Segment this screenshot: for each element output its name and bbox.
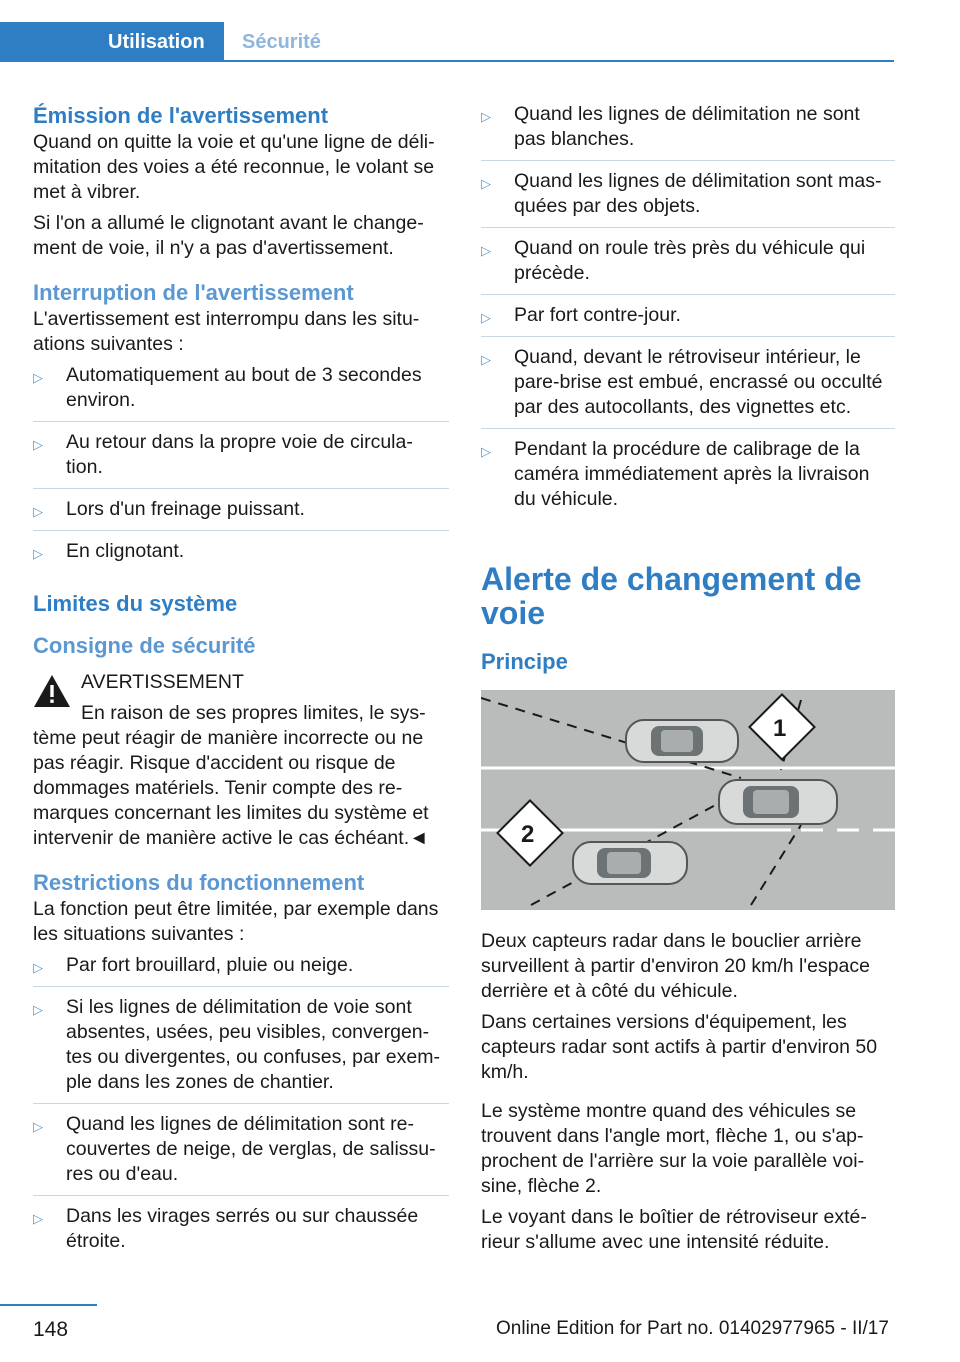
warning-title: AVERTISSEMENT bbox=[81, 671, 244, 693]
triangle-bullet-icon: ▷ bbox=[481, 243, 491, 258]
triangle-bullet-icon: ▷ bbox=[481, 310, 491, 325]
limitation-list bbox=[481, 102, 895, 520]
heading-alerte: Alerte de changement de voie bbox=[481, 561, 862, 631]
heading-limites: Limites du système bbox=[33, 591, 238, 616]
page-number-rule bbox=[0, 1304, 97, 1306]
triangle-bullet-icon: ▷ bbox=[481, 352, 491, 367]
paragraph-principe-4: Le voyant dans le boîtier de rétroviseur exté-rieur s'allume avec une intensité réduite. bbox=[481, 1206, 867, 1253]
heading-restrictions: Restrictions du fonctionnement bbox=[33, 870, 365, 895]
right-column bbox=[481, 102, 895, 1255]
list-item: ▷ Quand les lignes de délimitation sont mas-quées par des objets. bbox=[481, 169, 895, 228]
edition-footer: Online Edition for Part no. 01402977965 - II/17 bbox=[496, 1318, 889, 1339]
warning-text-first-line: En raison de ses propres limites, le sys- bbox=[81, 702, 426, 724]
svg-text:1: 1 bbox=[773, 715, 787, 742]
car-icon bbox=[719, 780, 837, 824]
section-tabbar bbox=[0, 22, 894, 62]
list-item: ▷ Par fort brouillard, pluie ou neige. bbox=[33, 953, 449, 987]
triangle-bullet-icon: ▷ bbox=[33, 546, 43, 561]
list-item: ▷ Lors d'un freinage puissant. bbox=[33, 497, 449, 531]
triangle-bullet-icon: ▷ bbox=[33, 1002, 43, 1017]
list-item: ▷ Quand les lignes de délimitation ne sont pas blanches. bbox=[481, 102, 895, 161]
interruption-list bbox=[33, 363, 449, 572]
page-number: 148 bbox=[33, 1318, 69, 1341]
triangle-bullet-icon: ▷ bbox=[33, 504, 43, 519]
paragraph-emission-2: Si l'on a allumé le clignotant avant le change-ment de voie, il n'y a pas d'avertissement. bbox=[33, 212, 424, 259]
triangle-bullet-icon: ▷ bbox=[33, 960, 43, 975]
triangle-bullet-icon: ▷ bbox=[33, 1119, 43, 1134]
list-item: ▷ Quand on roule très près du véhicule qui précède. bbox=[481, 236, 895, 295]
paragraph-principe-1: Deux capteurs radar dans le bouclier arrière surveillent à partir d'environ 20 km/h l'espace derrière et à côté du véhicule. bbox=[481, 930, 870, 1002]
restriction-list bbox=[33, 953, 449, 1262]
svg-text:2: 2 bbox=[521, 821, 535, 848]
paragraph-interruption: L'avertissement est interrompu dans les situ-ations suivantes : bbox=[33, 308, 420, 355]
tab-utilisation[interactable]: Utilisation bbox=[0, 22, 224, 62]
warning-text: tème peut réagir de manière incorrecte ou ne pas réagir. Risque d'accident ou risque de dommages matériels. Tenir compte des re-marques concernant les limites du système et intervenir de manière active le cas échéant.◄ bbox=[33, 727, 429, 849]
heading-principe: Principe bbox=[481, 649, 568, 674]
car-icon bbox=[626, 720, 738, 762]
paragraph-principe-2: Dans certaines versions d'équipement, les capteurs radar sont actifs à partir d'environ 50 km/h. bbox=[481, 1011, 878, 1083]
list-item: ▷ Pendant la procédure de calibrage de la caméra immédiatement après la livraison du véhicule. bbox=[481, 438, 870, 510]
triangle-bullet-icon: ▷ bbox=[481, 176, 491, 191]
triangle-bullet-icon: ▷ bbox=[481, 444, 491, 459]
triangle-bullet-icon: ▷ bbox=[33, 1211, 43, 1226]
triangle-bullet-icon: ▷ bbox=[481, 109, 491, 124]
paragraph-restrictions: La fonction peut être limitée, par exemple dans les situations suivantes : bbox=[33, 898, 439, 945]
car-icon bbox=[573, 842, 687, 884]
warning-block bbox=[33, 670, 449, 851]
list-item: ▷ Au retour dans la propre voie de circula-tion. bbox=[33, 430, 449, 489]
list-item: ▷ Quand, devant le rétroviseur intérieur, le pare-brise est embué, encrassé ou occulté par des autocollants, des vignettes etc. bbox=[481, 345, 895, 429]
triangle-bullet-icon: ▷ bbox=[33, 437, 43, 452]
tab-securite[interactable]: Sécurité bbox=[242, 31, 321, 53]
list-item: ▷ Dans les virages serrés ou sur chaussée étroite. bbox=[33, 1205, 419, 1252]
lane-change-diagram bbox=[481, 690, 895, 910]
list-item: ▷ En clignotant. bbox=[33, 539, 449, 572]
triangle-bullet-icon: ▷ bbox=[33, 370, 43, 385]
left-column bbox=[33, 102, 449, 1262]
list-item: ▷ Quand les lignes de délimitation sont re-couvertes de neige, de verglas, de salissu-res ou d'eau. bbox=[33, 1112, 449, 1196]
heading-consigne: Consigne de sécurité bbox=[33, 633, 256, 658]
paragraph-principe-3: Le système montre quand des véhicules se trouvent dans l'angle mort, flèche 1, ou s'ap-prochent de l'arrière sur la voie parallèle voi-sine, flèche 2. bbox=[481, 1100, 865, 1197]
paragraph-emission-1: Quand on quitte la voie et qu'une ligne de déli-mitation des voies a été reconnue, le volant se met à vibrer. bbox=[33, 131, 435, 203]
warning-triangle-icon bbox=[33, 674, 71, 708]
heading-emission: Émission de l'avertissement bbox=[33, 103, 329, 128]
list-item: ▷ Par fort contre-jour. bbox=[481, 303, 895, 337]
heading-interruption: Interruption de l'avertissement bbox=[33, 280, 354, 305]
list-item: ▷ Automatiquement au bout de 3 secondes environ. bbox=[33, 363, 449, 422]
list-item: ▷ Si les lignes de délimitation de voie sont absentes, usées, peu visibles, convergen-tes ou divergentes, ou confuses, par exem-ple dans les zones de chantier. bbox=[33, 995, 449, 1104]
